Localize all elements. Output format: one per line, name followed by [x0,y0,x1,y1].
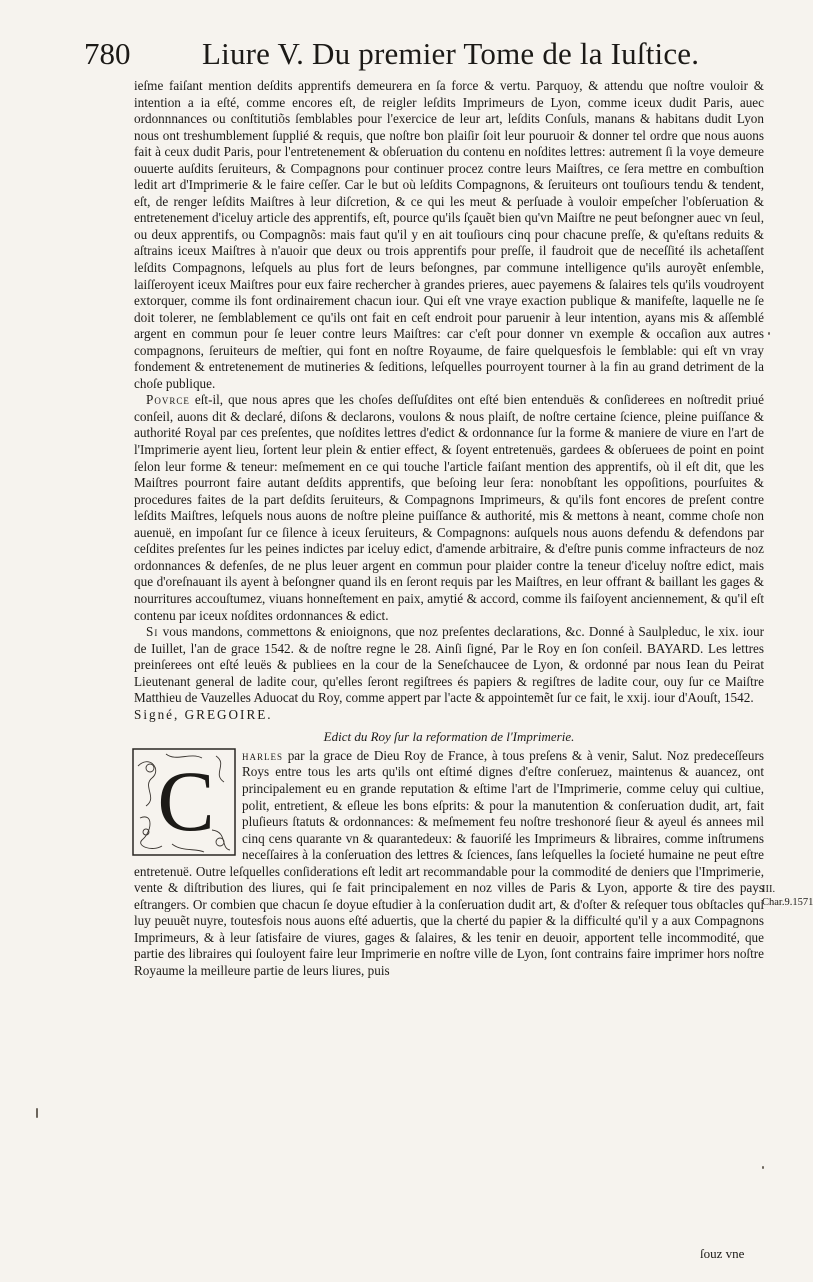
paragraph-1: ieſme faiſant mention deſdits apprentifs demeurera en ſa force & vertu. Parquoy, & attendu que noſtre vouloir & intention a ia eſté, comme encores eſt, de reigler leſdits Imprimeurs de Lyon, comme iceux dudit Paris, auec ordonnnances ou conſtitutiõs ſemblables pour l'exercice de leur art, leſdits Conſuls, manans & habitans dudit Lyon nous ont treshumblement ſupplié & requis, que noſtre bon plaiſir ſoit leur pouruoir & donner tel ordre que nous auons fait à ceux dudit Paris, pour l'entretenement & obſeruation du contenu en noſdites lettres: autrement ſi la voye demeure ouuerte auſdits ſeruiteurs, & Compagnons pour continuer procez contre leurs Maiſtres, ce ſera mettre en combuſtion ledit art d'Imprimerie & le faire ceſſer. Car le but où leſdits Compagnons, & ſeruiteurs ont touſiours tendu & tendent, eſt, de renger leſdits Maiſtres à leur diſcretion, & ce qui les meut & perſuade à vouloir empeſcher l'obſeruation & entretenement d'iceluy article des apprentifs, eſt, pource qu'ils ſçauẽt bien qu'vn Maiſtre ne peut beſongner auec vn ſeul, ou deux apprentifs, ou Compagnõs: mais faut qu'il y en ait touſiours cinq pour chacune preſſe, & qu'eſtans reduits & aſtrains iceux Maiſtres à n'auoir que deux ou trois apprentifs pour preſſe, il faudroit que de neceſſité ils achetaſſent leſdits Compagnons, leſquels au plus fort de leurs beſongnes, par commune intelligence qu'ils auroyẽt enſemble, laiſſeroyent iceux Maiſtres pour eux faire rechercher à grandes prieres, auec payemens & ſalaires tels qu'ils voudroyent extorquer, comme ils font ordinairement chacun iour. Qui eſt vne vraye exaction publique & manifeſte, laquelle ne ſe doit tolerer, ne ſemblablement ce qu'ils ont fait en ceſt endroit pour paruenir à leur intention, ayans mis & aſſemblé argent en commun pour ſe leuer contre leurs Maiſtres: car c'eſt pour donner vn exemple & occaſion aux autres compagnons, ſeruiteurs de meſtier, qui font en noſtre Royaume, de faire quelquesfois le ſemblable: qui eſt vn vray fondement & entretenement de mutineries & ſeditions, leſquelles pourroyent tourner à la fin au grand detriment de la choſe publique. [134,78,764,391]
page-number: 780 [84,36,131,71]
edict-text: par la grace de Dieu Roy de France, à tous preſens & à venir, Salut. Noz predeceſſeurs Roys entre tous les arts qu'ils ont eſtimé dignes d'eſtre conſeruez, maintenus & auancez, ont principalement eu en grande reputation & eſtime l'art de l'Imprimerie, comme celuy qui cultiue, polit, entretient, & eſleue les bons eſprits: & pour la manutention & conſeruation dudit, art, fait pluſieurs ſtatuts & ordonnances: & meſmement feu noſtre treshonoré ſieur & ayeul és annees mil cinq cens quarante vn & quarantedeux: & fauoriſé les Imprimeurs & libraires, comme inſtrumens neceſſaires à la conſeruation des lettres & ſciences, ſans leſquelles la ſocieté humaine ne peut eſtre entretenuë. Outre leſquelles conſiderations eſt ledit art recommandable pour la commodité de deniers que l'Imprimerie, vente & diſtribution des liures, qui ſe fait principalement en noz villes de Paris & Lyon, apporte & tire des pays eſtrangers. Or combien que chacun ſe doyue eſtudier à la conſeruation dudit art, & d'oſter & reſequer tous obſtacles qui luy peuuẽt nuyre, toutesfois nous auons eſté aduertis, que la cherté du papier & la difficulté qu'il y a aux Compagnons Imprimeurs, & à leur ſatisfaire de viures, gages & ſalaires, & les tenir en deuoir, apportent telle incommodité, que partie des libraires qui ſouloyent faire leur Imprimerie en noſtre ville de Lyon, ſont contrains faire imprimer hors noſtre Royaume la meilleure partie de leurs liures, puis [134,747,764,978]
margin-note [762,883,813,909]
paragraph-3 [134,624,764,707]
paragraph-2 [134,392,764,624]
page-header [84,34,734,74]
catchword: ſouz vne [700,1246,745,1261]
margin-note-ref: Char.9.1571 [762,897,813,908]
signature-line: Signé, GREGOIRE. [134,706,273,722]
paper-speck [768,332,770,335]
paragraph-2-lead: Povrce [146,392,190,408]
edict-lead: harles [242,747,284,763]
paragraph-2-text: eſt-il, que nous apres que les choſes deſſuſdites ont eſté bien entenduës & conſiderees en noſtredit priué conſeil, auons dit & declaré, diſons & declarons, voulons & nous plaiſt, de noſtre certaine ſcience, pleine puiſſance & authorité Royal par ces preſentes, que noſdites lettres d'edict & ordonnance ſur la forme & maniere de viure en l'art de l'Imprimerie ayent lieu, ſortent leur plein & entier effect, & ſoyent entretenuës, gardees & obſeruees de point en point ſelon leur forme & teneur: meſmement en ce qui touche l'article faiſant mention des apprentifs, où il eſt dit, que les Maiſtres pourront faire autant deſdits apprentifs, que beſoing leur ſera: nonobſtant les oppoſitions, pourſuites & procedures faites de la part deſdits ſeruiteurs, & Compagnons Imprimeurs, & qu'ils font encores de preſent contre leſdits Maiſtres, leſquels nous auons de noſtre pleine puiſſance & authorité, mis & mettons à neant, comme choſe non auenuë, en impoſant ſur ce ſilence à iceux ſeruiteurs, & Compagnons: auſquels nous auons defendu & defendons par ceſdites preſentes ſur les peines indictes par iceluy edict, d'amende arbitraire, & d'eſtre punis comme infracteurs de noz ordonnances & defenſes, de ne plus leuer argent en commun pour plaider contre la teneur d'iceluy noſtre edict, mais que d'oreſnauant ils ayent à beſongner quand ils en ſeront requis par les Maiſtres, en leur offrant & baillant les gages & nourritures accouſtumez, viuans honneſtement en paix, amytié & accord, comme ils faiſoyent anciennement, & qu'il eſt contenu par iceux noſdites ordonnances & edict. [134,392,764,623]
margin-note-number: III. [762,884,776,895]
body-text [134,78,764,980]
paragraph-3-text: vous mandons, commettons & enioignons, que noz preſentes declarations, &c. Donné à Saulpleduc, le xix. iour de Iuillet, l'an de grace 1542. & de noſtre regne le 28. Ainſi ſigné, Par le Roy en ſon conſeil. BAYARD. Les lettres preinſerees ont eſté leuës & publiees en la cour de la Seneſchaucee de Lyon, & ordonné par nous Iean du Peirat Lieutenant general de ladite cour, qu'elles ſeront regiſtrees és papiers & regiſtres de ladite cour, ouy ſur ce Maiſtre Matthieu de Vauzelles Aduocat du Roy, comme appert par l'acte & appointemẽt ſur ce fait, le xxij. iour d'Aouſt, 1542. [134,624,764,706]
paragraph-3-lead: Si [146,624,159,640]
paper-speck [762,1166,764,1169]
paper-speck [36,1108,38,1118]
decorated-initial-ornament [132,748,236,856]
edict-title: Edict du Roy ſur la reformation de l'Imprimerie. [323,729,575,745]
edict-paragraph [134,748,764,980]
initial-letter: C [157,752,215,849]
decorated-initial [132,748,236,856]
running-head: Liure V. Du premier Tome de la Iuſtice. [202,36,700,71]
